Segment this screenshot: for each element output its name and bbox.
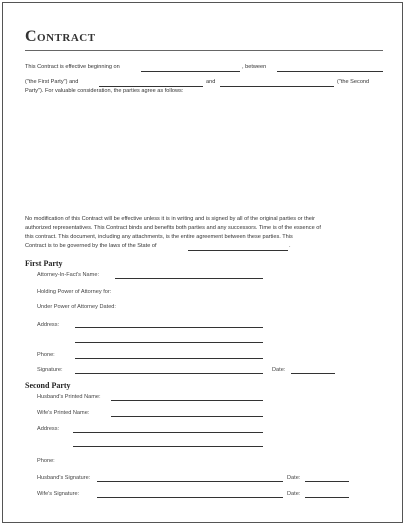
closing-line4: Contract is to be governed by the laws of the State of <box>25 243 157 249</box>
title-divider <box>25 50 383 51</box>
wife-name-label: Wife's Printed Name: <box>37 410 90 416</box>
first-party-name-blank-2[interactable] <box>99 86 203 87</box>
second-party-address-label: Address: <box>37 426 60 432</box>
intro-line1-start: This Contract is effective beginning on <box>25 64 120 70</box>
first-party-heading: First Party <box>25 259 63 268</box>
husband-date-field[interactable] <box>305 481 349 482</box>
second-party-heading: Second Party <box>25 381 71 390</box>
wife-name-field[interactable] <box>111 416 263 417</box>
second-party-phone-label: Phone: <box>37 458 55 464</box>
husband-name-label: Husband's Printed Name: <box>37 394 101 400</box>
intro-line2-and: and <box>206 79 216 85</box>
second-party-address-line2[interactable] <box>73 446 263 447</box>
holding-power-label: Holding Power of Attorney for: <box>37 289 112 295</box>
governing-state-blank[interactable] <box>188 250 288 251</box>
contract-page <box>2 2 403 523</box>
first-party-date-label: Date: <box>272 367 286 373</box>
closing-line4-end: . <box>289 243 291 249</box>
first-party-address-label: Address: <box>37 322 60 328</box>
second-party-date2-label: Date: <box>287 491 301 497</box>
intro-line1-end: , between <box>242 64 267 70</box>
second-party-address-line1[interactable] <box>73 432 263 433</box>
attorney-name-label: Attorney-In-Fact's Name: <box>37 272 99 278</box>
wife-signature-field[interactable] <box>97 497 283 498</box>
first-party-signature-label: Signature: <box>37 367 63 373</box>
first-party-signature-field[interactable] <box>75 373 263 374</box>
closing-line3: this contract. This document, including any attachments, is the entire agreement between these parties. This <box>25 234 293 240</box>
intro-line2-start: ("the First Party") and <box>25 79 79 85</box>
husband-signature-field[interactable] <box>97 481 283 482</box>
husband-name-field[interactable] <box>111 400 263 401</box>
first-party-address-line1[interactable] <box>75 327 263 328</box>
closing-line1: No modification of this Contract will be effective unless it is in writing and is signed by all of the original parties or their <box>25 216 315 222</box>
first-party-address-line2[interactable] <box>75 342 263 343</box>
intro-line2-end: ("the Second <box>337 79 370 85</box>
first-party-date-field[interactable] <box>291 373 335 374</box>
closing-line2: authorized representatives. This Contract binds and benefits both parties and any successors. Time is of the essence of <box>25 225 321 231</box>
second-party-date1-label: Date: <box>287 475 301 481</box>
intro-line3: Party"). For valuable consideration, the parties agree as follows: <box>25 88 184 94</box>
first-party-name-blank[interactable] <box>277 71 383 72</box>
wife-signature-label: Wife's Signature: <box>37 491 80 497</box>
first-party-phone-label: Phone: <box>37 352 55 358</box>
under-power-label: Under Power of Attorney Dated: <box>37 304 116 310</box>
page-title: Contract <box>25 28 96 45</box>
effective-date-blank[interactable] <box>141 71 240 72</box>
husband-signature-label: Husband's Signature: <box>37 475 91 481</box>
first-party-phone-field[interactable] <box>75 358 263 359</box>
second-party-name-blank[interactable] <box>220 86 334 87</box>
wife-date-field[interactable] <box>305 497 349 498</box>
attorney-name-field[interactable] <box>115 278 263 279</box>
